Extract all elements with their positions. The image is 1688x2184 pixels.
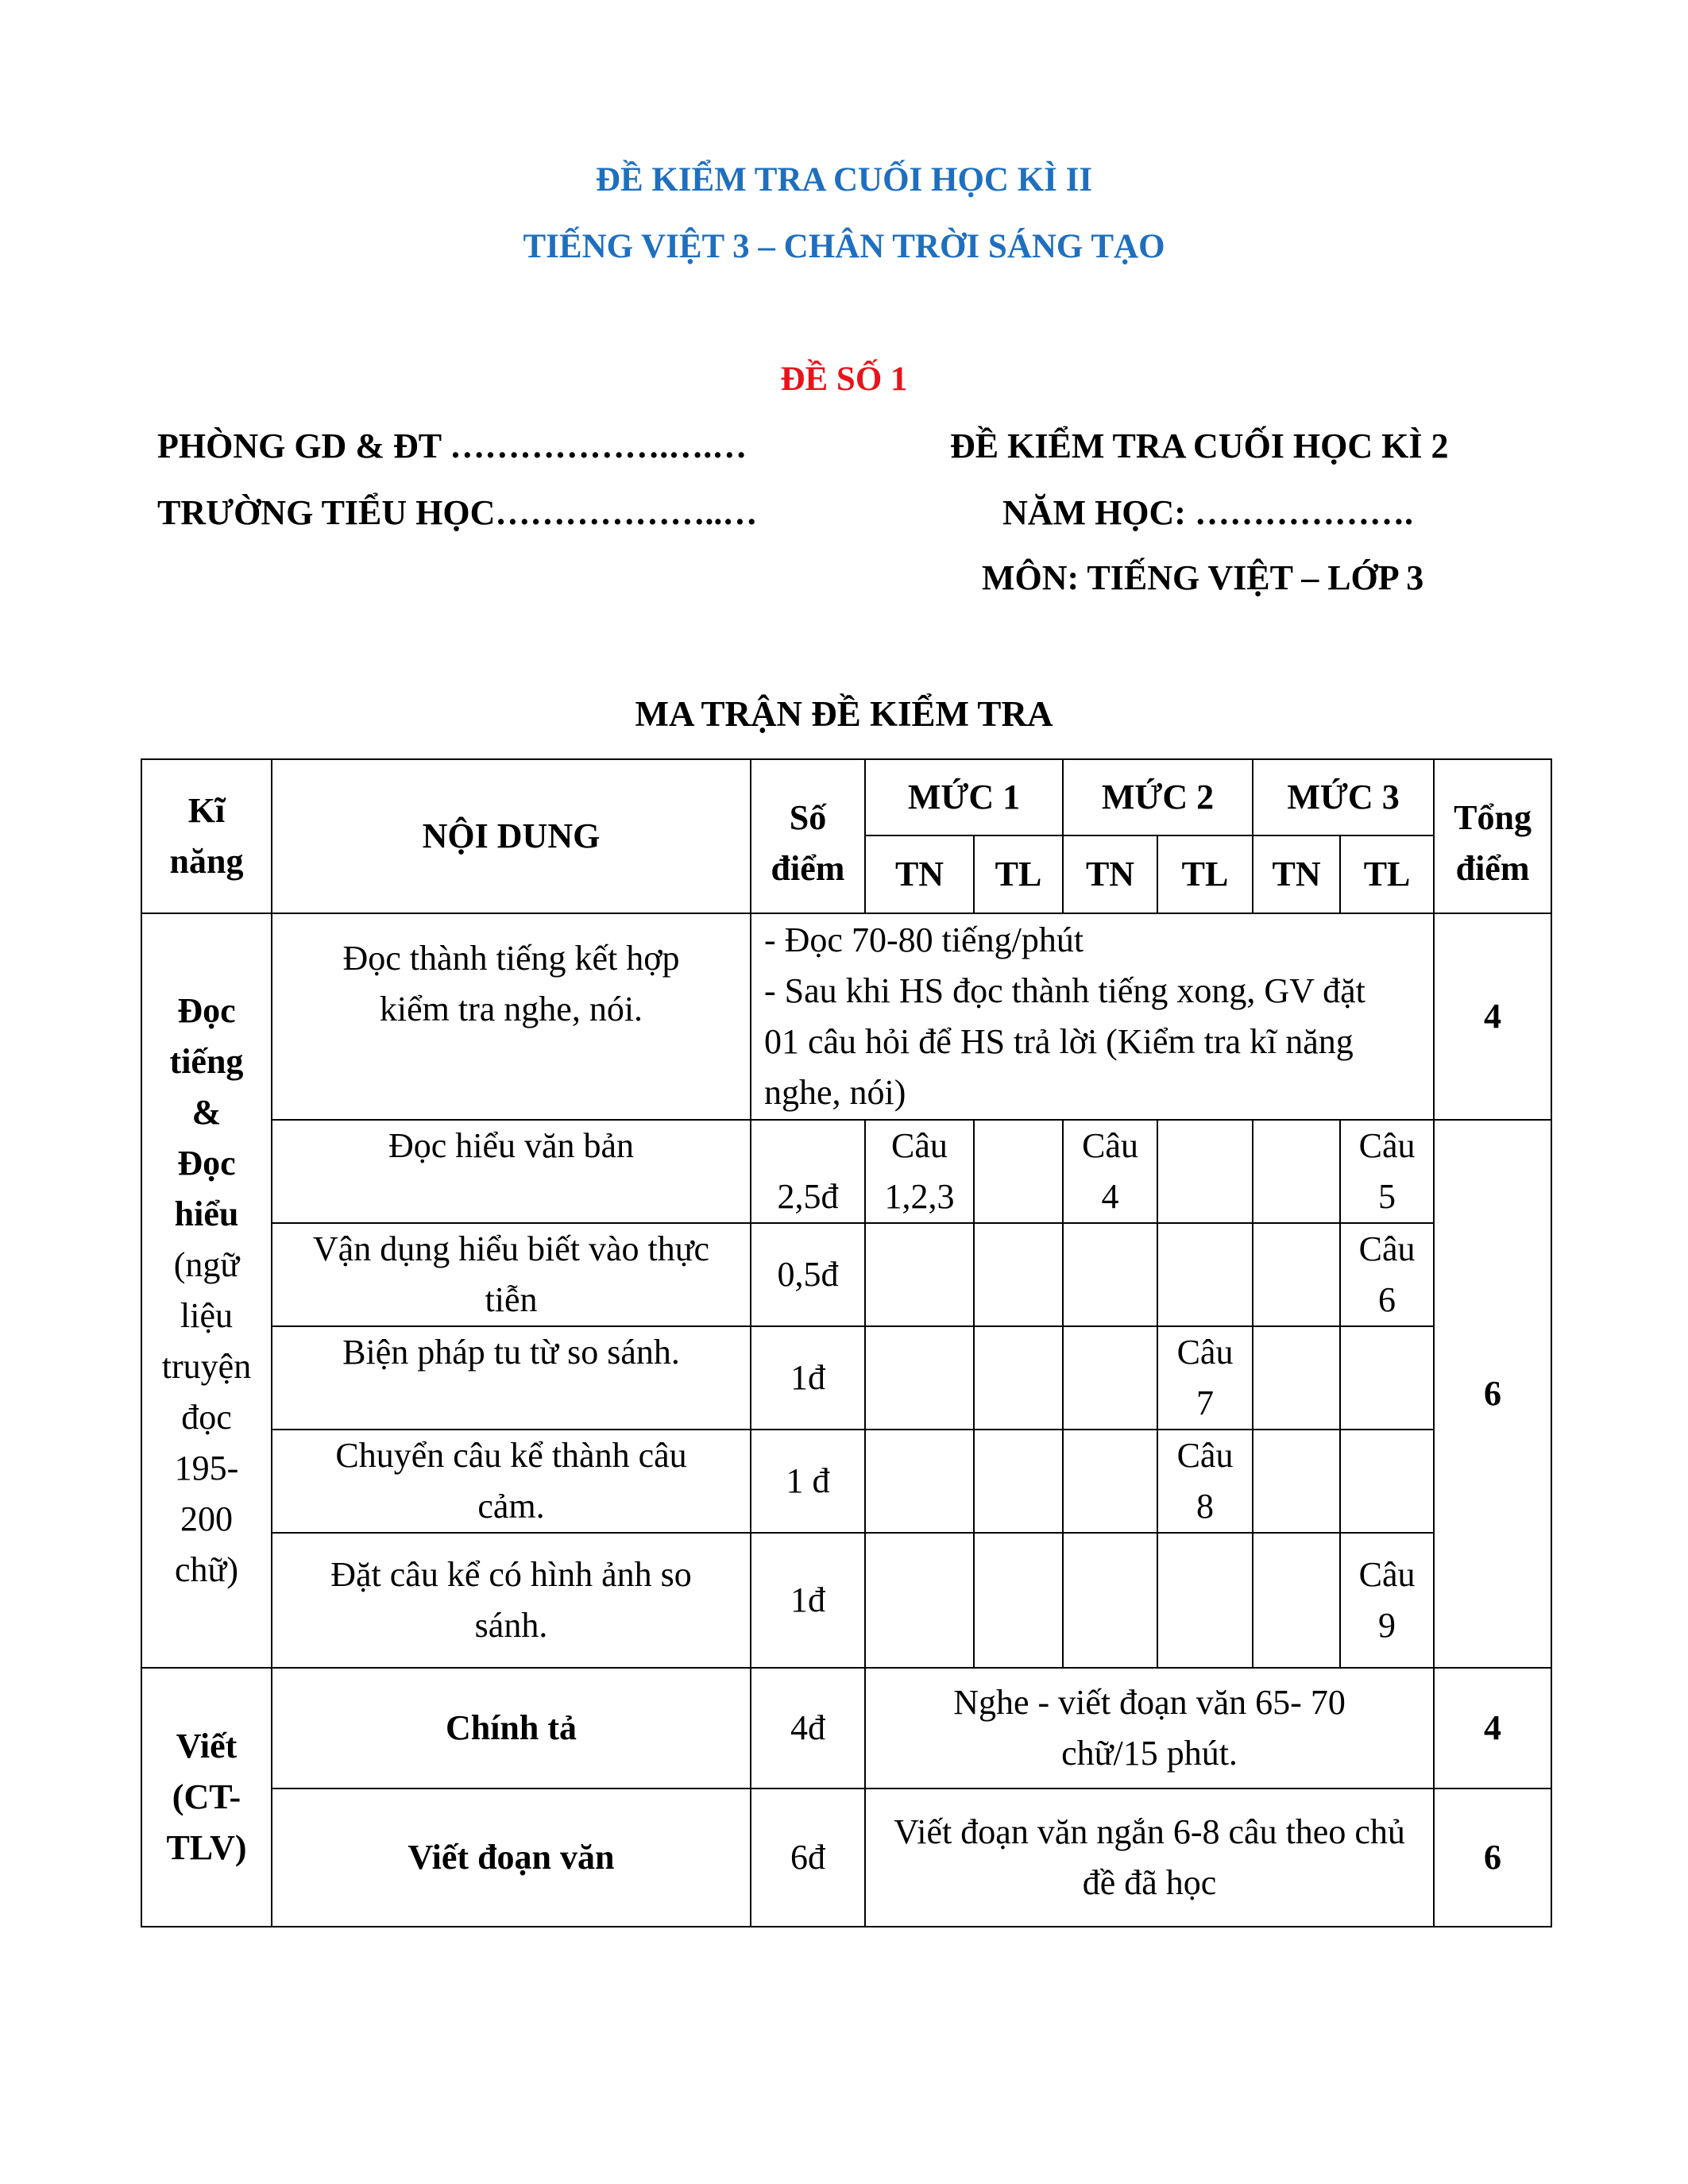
level1-tl-cell — [974, 1120, 1063, 1223]
level3-tl-cell — [1340, 1430, 1434, 1533]
header-level-3: MỨC 3 — [1253, 759, 1434, 835]
content-cell: Biện pháp tu từ so sánh. — [272, 1326, 751, 1430]
subject-line: MÔN: TIẾNG VIỆT – LỚP 3 — [982, 558, 1424, 597]
oral-description: - Đọc 70-80 tiếng/phút - Sau khi HS đọc thành tiếng xong, GV đặt 01 câu hỏi để HS trả lời (Kiểm tra kĩ năng nghe, nói) — [751, 913, 1434, 1120]
oral-total: 4 — [1434, 913, 1551, 1120]
level2-tn-cell — [1063, 1430, 1157, 1533]
level2-tl-cell — [1157, 1533, 1253, 1668]
paragraph-content: Viết đoạn văn — [272, 1788, 751, 1927]
writing-paragraph-row — [141, 1788, 1551, 1927]
level2-tl-cell: Câu 7 — [1157, 1326, 1253, 1430]
dictation-description: Nghe - viết đoạn văn 65- 70 chữ/15 phút. — [865, 1668, 1434, 1788]
level2-tn-cell — [1063, 1533, 1157, 1668]
content-cell: Đặt câu kể có hình ảnh so sánh. — [272, 1533, 751, 1668]
score-cell: 1đ — [751, 1533, 865, 1668]
header-content: NỘI DUNG — [272, 759, 751, 913]
level1-tl-cell — [974, 1223, 1063, 1326]
level3-tn-cell — [1253, 1326, 1340, 1430]
header-level2-tl: TL — [1157, 835, 1253, 913]
level3-tn-cell — [1253, 1533, 1340, 1668]
doc-title-line2: TIẾNG VIỆT 3 – CHÂN TRỜI SÁNG TẠO — [523, 228, 1165, 265]
table-row — [141, 1430, 1551, 1533]
level2-tl-cell — [1157, 1120, 1253, 1223]
level1-tn-cell: Câu 1,2,3 — [865, 1120, 974, 1223]
content-cell: Chuyển câu kể thành câu cảm. — [272, 1430, 751, 1533]
level1-tl-cell — [974, 1430, 1063, 1533]
header-level3-tn: TN — [1253, 835, 1340, 913]
exam-matrix-table — [141, 758, 1552, 1927]
table-row — [141, 1326, 1551, 1430]
level3-tl-cell — [1340, 1326, 1434, 1430]
level1-tl-cell — [974, 1533, 1063, 1668]
level1-tn-cell — [865, 1326, 974, 1430]
paragraph-score: 6đ — [751, 1788, 865, 1927]
header-level-2: MỨC 2 — [1063, 759, 1253, 835]
level3-tl-cell: Câu 6 — [1340, 1223, 1434, 1326]
paragraph-total: 6 — [1434, 1788, 1551, 1927]
level3-tl-cell: Câu 9 — [1340, 1533, 1434, 1668]
level3-tn-cell — [1253, 1120, 1340, 1223]
level1-tn-cell — [865, 1533, 974, 1668]
level3-tn-cell — [1253, 1223, 1340, 1326]
comprehension-total: 6 — [1434, 1120, 1551, 1668]
paragraph-description: Viết đoạn văn ngắn 6-8 câu theo chủ đề đã học — [865, 1788, 1434, 1927]
exam-heading: ĐỀ KIỂM TRA CUỐI HỌC KÌ 2 — [950, 426, 1449, 465]
score-cell: 1 đ — [751, 1430, 865, 1533]
dictation-score: 4đ — [751, 1668, 865, 1788]
writing-dictation-row — [141, 1668, 1551, 1788]
score-cell: 0,5đ — [751, 1223, 865, 1326]
matrix-title: MA TRẬN ĐỀ KIỂM TRA — [635, 694, 1053, 734]
school-year-line: NĂM HỌC: ………………. — [1002, 493, 1413, 532]
level3-tl-cell: Câu 5 — [1340, 1120, 1434, 1223]
reading-oral-row — [141, 913, 1551, 1120]
school-line: TRƯỜNG TIỂU HỌC………………..… — [157, 493, 758, 532]
table-row — [141, 1533, 1551, 1668]
header-skill: Kĩ năng — [141, 759, 272, 913]
header-row-levels — [141, 759, 1551, 835]
content-cell: Vận dụng hiểu biết vào thực tiễn — [272, 1223, 751, 1326]
skill-writing: Viết (CT- TLV) — [141, 1668, 272, 1927]
level1-tn-cell — [865, 1430, 974, 1533]
level1-tn-cell — [865, 1223, 974, 1326]
table-row — [141, 1120, 1551, 1223]
level2-tn-cell: Câu 4 — [1063, 1120, 1157, 1223]
exam-number: ĐỀ SỐ 1 — [780, 361, 908, 398]
header-level3-tl: TL — [1340, 835, 1434, 913]
score-cell: 1đ — [751, 1326, 865, 1430]
content-cell: Đọc hiểu văn bản — [272, 1120, 751, 1223]
header-score: Số điểm — [751, 759, 865, 913]
level1-tl-cell — [974, 1326, 1063, 1430]
score-cell: 2,5đ — [751, 1120, 865, 1223]
level3-tn-cell — [1253, 1430, 1340, 1533]
department-line: PHÒNG GD & ĐT ……………….….… — [157, 426, 747, 465]
level2-tl-cell: Câu 8 — [1157, 1430, 1253, 1533]
level2-tl-cell — [1157, 1223, 1253, 1326]
oral-content: Đọc thành tiếng kết hợp kiểm tra nghe, nói. — [272, 913, 751, 1120]
header-level2-tn: TN — [1063, 835, 1157, 913]
header-level1-tl: TL — [974, 835, 1063, 913]
skill-reading: Đọc tiếng & Đọc hiểu (ngữ liệu truyện đọc 195- 200 chữ) — [141, 913, 272, 1668]
dictation-total: 4 — [1434, 1668, 1551, 1788]
doc-title-line1: ĐỀ KIỂM TRA CUỐI HỌC KÌ II — [595, 161, 1093, 199]
header-total: Tổng điểm — [1434, 759, 1551, 913]
header-level-1: MỨC 1 — [865, 759, 1063, 835]
header-level1-tn: TN — [865, 835, 974, 913]
level2-tn-cell — [1063, 1326, 1157, 1430]
dictation-content: Chính tả — [272, 1668, 751, 1788]
table-row — [141, 1223, 1551, 1326]
level2-tn-cell — [1063, 1223, 1157, 1326]
